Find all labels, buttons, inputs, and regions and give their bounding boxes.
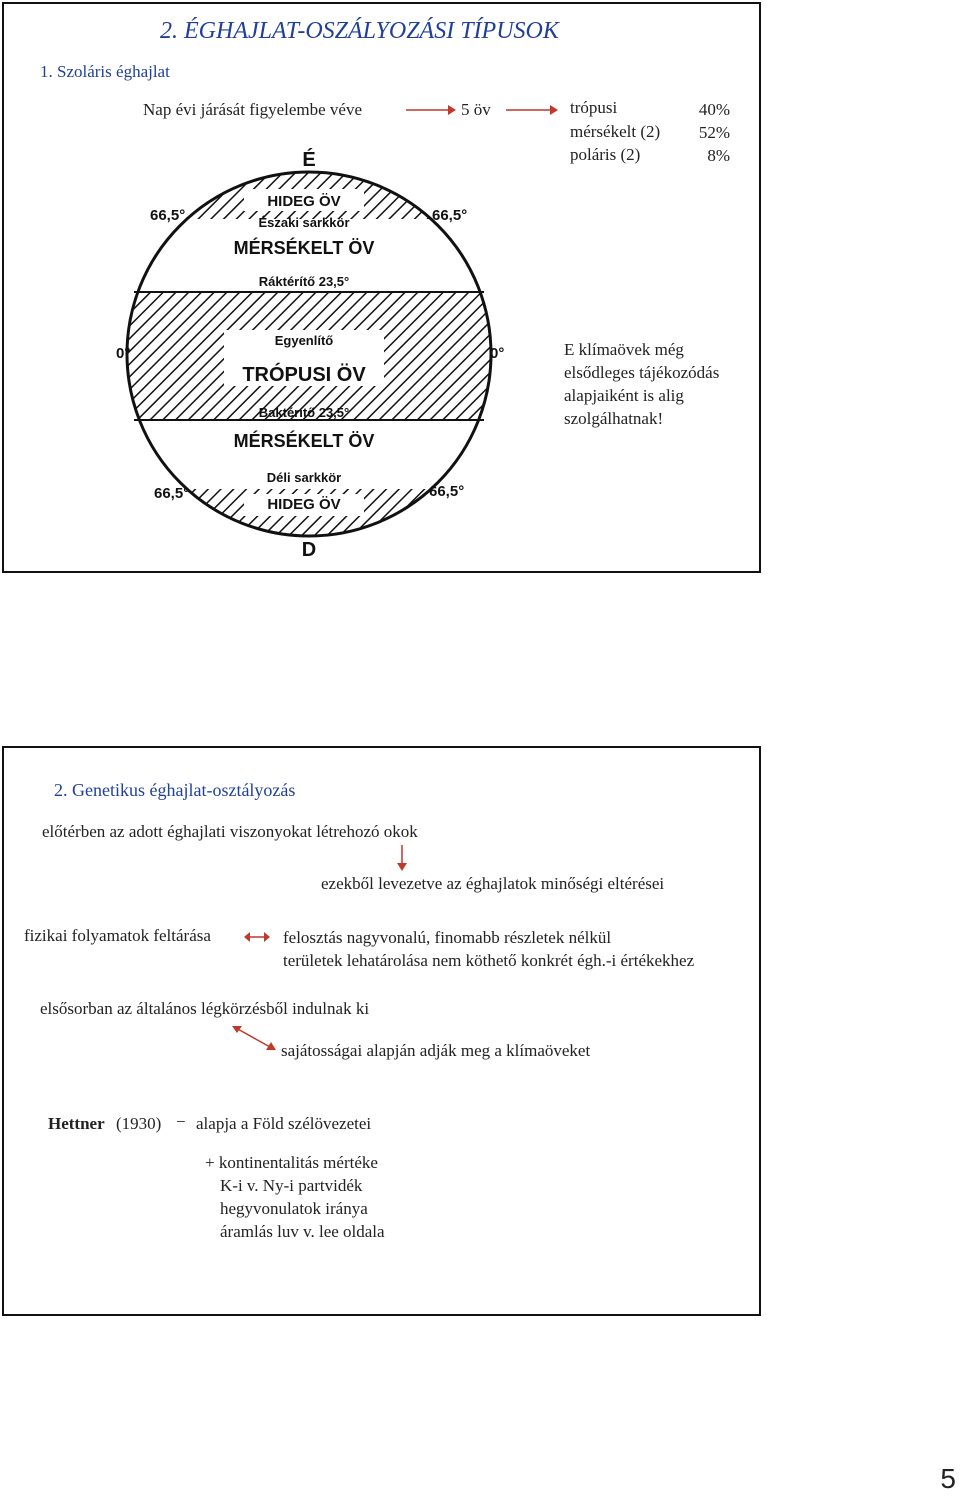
zones-by-features-text: sajátosságai alapján adják meg a klímaöveket xyxy=(281,1041,591,1060)
slide-title: 2. Genetikus éghajlat-osztályozás xyxy=(54,780,296,800)
latitude-66-north-left: 66,5° xyxy=(150,207,186,224)
boundary-text: területek lehatárolása nem köthető konkrét égh.-i értékekhez xyxy=(283,951,695,970)
slide-title: 2. ÉGHAJLAT-OSZÁLYOZÁSI TÍPUSOK xyxy=(160,18,559,44)
derived-differences-line: ezekből levezetve az éghajlatok minőségi eltérései xyxy=(321,874,665,893)
south-cold-zone-label: HIDEG ÖV xyxy=(267,496,341,513)
zone-name-temperate: mérsékelt (2) xyxy=(570,122,661,141)
section-label: 1. Szoláris éghajlat xyxy=(40,62,170,81)
tropical-zone-label: TRÓPUSI ÖV xyxy=(242,364,366,386)
plus-item-2: K-i v. Ny-i partvidék xyxy=(220,1176,363,1195)
plus-item-3: hegyvonulatok iránya xyxy=(220,1199,368,1218)
arrow-right-icon xyxy=(406,103,456,117)
climate-zones-diagram xyxy=(104,134,524,574)
tropic-of-cancer-label: Ráktérítő 23,5° xyxy=(258,274,350,289)
plus-item-4: áramlás luv v. lee oldala xyxy=(220,1222,385,1241)
latitude-0-left: 0° xyxy=(116,345,131,362)
tropic-of-capricorn-label: Baktérítő 23,5° xyxy=(258,405,350,420)
page-number: 5 xyxy=(940,1463,956,1494)
plus-item-1: + kontinentalitás mértéke xyxy=(205,1153,378,1172)
latitude-66-south-right: 66,5° xyxy=(429,483,465,500)
slide-genetic-climate xyxy=(2,746,761,1316)
circulation-text: elsősorban az általános légkörzésből indulnak ki xyxy=(40,999,370,1018)
latitude-66-south-left: 66,5° xyxy=(154,485,190,502)
south-label: D xyxy=(301,539,317,561)
latitude-66-north-right: 66,5° xyxy=(432,207,468,224)
zone-name-polar: poláris (2) xyxy=(570,145,641,164)
latitude-0-right: 0° xyxy=(490,345,505,362)
hettner-dash: − xyxy=(176,1112,186,1131)
antarctic-circle-label: Déli sarkkör xyxy=(266,470,342,485)
hettner-basis: alapja a Föld szélövezetei xyxy=(196,1114,372,1133)
zones-count: 5 öv xyxy=(461,100,491,119)
hettner-name: Hettner xyxy=(48,1114,105,1133)
north-label: É xyxy=(302,149,316,171)
north-temperate-zone-label: MÉRSÉKELT ÖV xyxy=(233,238,375,258)
zone-percent-temperate: 52% xyxy=(698,123,730,142)
climate-note: E klímaövek még elsődleges tájékozódás alapjaiként is alig szolgálhatnak! xyxy=(564,340,720,428)
equator-label: Egyenlítő xyxy=(274,333,334,348)
slide-solar-climate xyxy=(2,2,761,573)
south-temperate-zone-label: MÉRSÉKELT ÖV xyxy=(233,431,375,451)
causes-line: előtérben az adott éghajlati viszonyokat létrehozó okok xyxy=(42,822,418,841)
north-cold-zone-label: HIDEG ÖV xyxy=(267,193,341,210)
zone-name-tropical: trópusi xyxy=(570,98,618,117)
basis-text: Nap évi járását figyelembe véve xyxy=(143,100,363,119)
physical-processes-text: fizikai folyamatok feltárása xyxy=(24,926,211,945)
hettner-year: (1930) xyxy=(116,1114,162,1133)
arctic-circle-label: Északi sarkkör xyxy=(258,215,350,230)
diagonal-arrow-icon xyxy=(232,1024,276,1052)
zone-percent-polar: 8% xyxy=(707,146,730,165)
arrow-right-icon xyxy=(506,103,558,117)
zone-percent-tropical: 40% xyxy=(698,100,730,119)
arrow-down-icon xyxy=(395,845,409,871)
double-arrow-icon xyxy=(244,930,270,944)
division-text: felosztás nagyvonalú, finomabb részletek nélkül xyxy=(283,928,612,947)
